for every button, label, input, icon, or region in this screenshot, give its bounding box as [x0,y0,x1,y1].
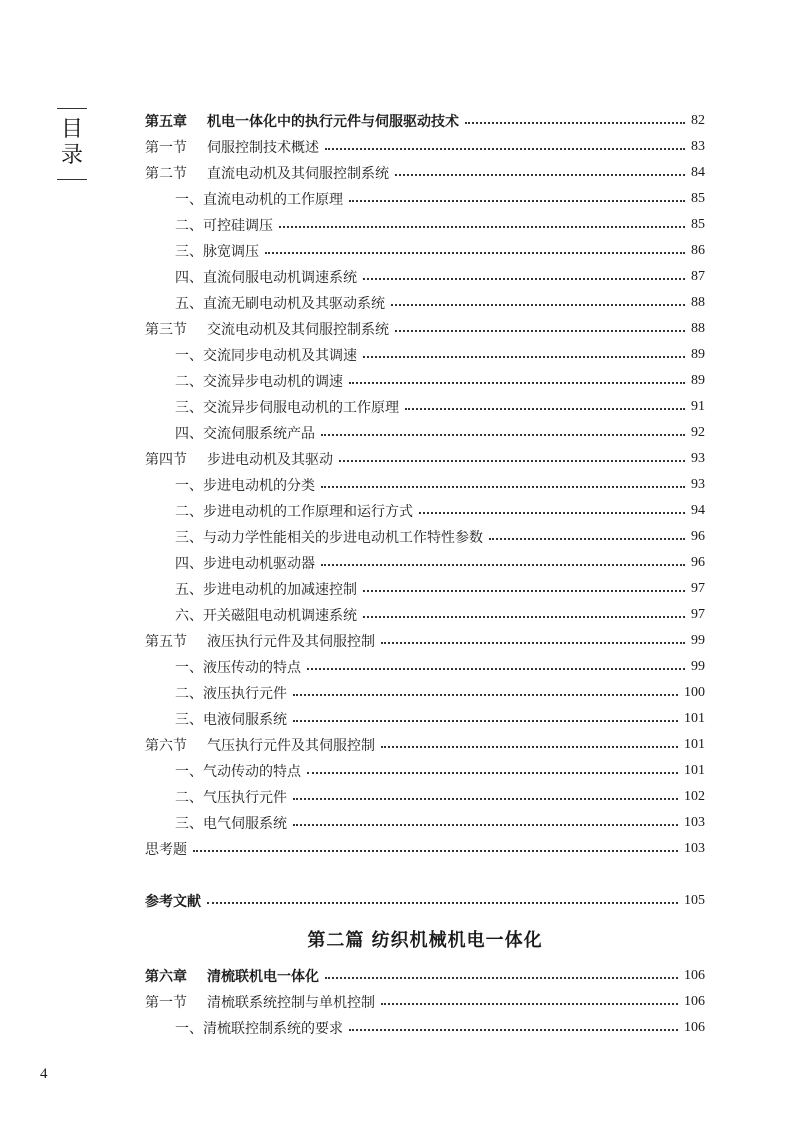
toc-dot-leader [307,772,678,774]
toc-dot-leader [321,434,685,436]
toc-entry-label [145,189,349,209]
toc-entry-label [145,267,363,287]
toc-entry-section[interactable] [145,316,705,342]
toc-entry-title: 三、交流异步伺服电动机的工作原理 [175,400,399,416]
toc-entry-title: 五、直流无刷电动机及其驱动系统 [175,296,385,312]
toc-entry-section[interactable] [145,134,705,160]
toc-entry-page: 96 [691,555,705,570]
toc-entry-page: 89 [691,347,705,362]
toc-entry-page: 88 [691,321,705,336]
toc-entry-item[interactable] [145,472,705,498]
toc-dot-leader [293,720,678,722]
toc-entry-label [145,553,321,573]
toc-entry-title: 步进电动机及其驱动 [207,452,333,468]
toc-entry-item[interactable] [145,394,705,420]
toc-dot-leader [321,564,685,566]
toc-entry-item[interactable] [145,342,705,368]
toc-entry-item[interactable] [145,368,705,394]
toc-entry-label [145,631,381,651]
toc-entry-page: 106 [684,1020,705,1035]
toc-dot-leader [321,486,685,488]
toc-entry-label [145,966,325,986]
toc-entry-page: 91 [691,399,705,414]
toc-entry-number: 第六节 [145,738,187,754]
toc-entry-number: 第三节 [145,322,187,338]
toc-entry-title: 四、交流伺服系统产品 [175,426,315,442]
toc-entry-section[interactable] [145,446,705,472]
toc-entry-title: 机电一体化中的执行元件与伺服驱动技术 [207,114,459,130]
toc-dot-leader [325,977,678,979]
toc-entry-label [145,449,339,469]
toc-entry-title: 参考文献 [145,894,201,910]
toc-entry-label [145,683,293,703]
toc-entry-page: 82 [691,113,705,128]
toc-dot-leader [363,356,685,358]
toc-dot-leader [349,382,685,384]
toc-entry-page: 103 [684,841,705,856]
toc-entry-label [145,345,363,365]
toc-entry-section[interactable] [145,836,705,862]
toc-entry-item[interactable] [145,680,705,706]
toc-entry-label [145,527,489,547]
toc-entry-title: 二、气压执行元件 [175,790,287,806]
toc-entry-section[interactable] [145,160,705,186]
toc-dot-leader [363,590,685,592]
toc-entry-title: 一、液压传动的特点 [175,660,301,676]
toc-entry-title: 一、步进电动机的分类 [175,478,315,494]
toc-dot-leader [405,408,685,410]
toc-entry-item[interactable] [145,186,705,212]
toc-dot-leader [193,850,678,852]
toc-entry-page: 86 [691,243,705,258]
toc-side-title [57,108,87,180]
toc-entry-title: 二、交流异步电动机的调速 [175,374,343,390]
toc-entry-label [145,111,465,131]
toc-entry-title: 气压执行元件及其伺服控制 [207,738,375,754]
toc-entry-chapter[interactable] [145,108,705,134]
toc-entry-label [145,137,325,157]
toc-entry-page: 92 [691,425,705,440]
toc-entry-label [145,501,419,521]
toc-entry-item[interactable] [145,810,705,836]
toc-entry-page: 99 [691,633,705,648]
toc-entry-title: 二、液压执行元件 [175,686,287,702]
toc-entry-page: 89 [691,373,705,388]
toc-entry-title: 三、脉宽调压 [175,244,259,260]
toc-dot-leader [381,746,678,748]
toc-entry-page: 85 [691,191,705,206]
toc-entry-title: 三、电气伺服系统 [175,816,287,832]
page-number: 4 [40,1066,48,1082]
toc-entry-number: 第一节 [145,140,187,156]
toc-dot-leader [293,798,678,800]
toc-entry-title: 伺服控制技术概述 [207,140,319,156]
toc-dot-leader [293,824,678,826]
toc-entry-number: 第一节 [145,995,187,1011]
toc-entry-item[interactable] [145,264,705,290]
toc-entry-page: 93 [691,451,705,466]
table-of-contents [145,108,705,914]
toc-dot-leader [279,226,685,228]
toc-dot-leader [325,148,685,150]
toc-entry-page: 85 [691,217,705,232]
toc-entry-item[interactable] [145,212,705,238]
toc-dot-leader [381,1003,678,1005]
toc-entry-item[interactable] [145,1015,705,1041]
toc-entry-page: 97 [691,581,705,596]
toc-dot-leader [489,538,685,540]
toc-dot-leader [381,642,685,644]
toc-entry-title: 清梳联机电一体化 [207,969,319,985]
toc-entry-item[interactable] [145,420,705,446]
toc-dot-leader [307,668,685,670]
toc-entry-item[interactable] [145,758,705,784]
toc-entry-label [145,293,391,313]
toc-entry-title: 二、可控硅调压 [175,218,273,234]
toc-dot-leader [391,304,685,306]
toc-entry-title: 思考题 [145,842,187,858]
toc-entry-page: 100 [684,685,705,700]
toc-entry-title: 液压执行元件及其伺服控制 [207,634,375,650]
toc-entry-section[interactable] [145,732,705,758]
toc-entry-item[interactable] [145,524,705,550]
toc-entry-number: 第二节 [145,166,187,182]
toc-entry-page: 96 [691,529,705,544]
toc-entry-label [145,992,381,1012]
toc-dot-leader [419,512,685,514]
toc-entry-page: 102 [684,789,705,804]
toc-entry-label [145,371,349,391]
toc-entry-title: 交流电动机及其伺服控制系统 [207,322,389,338]
toc-entry-number: 第五章 [145,114,187,130]
toc-entry-title: 三、电液伺服系统 [175,712,287,728]
toc-entry-title: 六、开关磁阻电动机调速系统 [175,608,357,624]
toc-entry-item[interactable] [145,654,705,680]
toc-dot-leader [395,330,685,332]
toc-entry-page: 83 [691,139,705,154]
side-title-char-2: 录 [60,143,83,168]
toc-entry-title: 三、与动力学性能相关的步进电动机工作特性参数 [175,530,483,546]
toc-entry-label [145,709,293,729]
toc-entry-label [145,215,279,235]
toc-entry-title: 五、步进电动机的加减速控制 [175,582,357,598]
toc-entry-number: 第五节 [145,634,187,650]
toc-entry-label [145,319,395,339]
toc-entry-section[interactable] [145,628,705,654]
toc-entry-title: 直流电动机及其伺服控制系统 [207,166,389,182]
side-title-char-1: 目 [60,117,83,142]
toc-entry-label [145,163,395,183]
toc-entry-page: 97 [691,607,705,622]
toc-entry-label [145,813,293,833]
toc-entry-number: 第四节 [145,452,187,468]
toc-entry-title: 清梳联系统控制与单机控制 [207,995,375,1011]
toc-dot-leader [363,278,685,280]
toc-entry-item[interactable] [145,498,705,524]
toc-entry-label [145,839,193,859]
toc-entry-page: 94 [691,503,705,518]
toc-entry-label [145,241,265,261]
toc-dot-leader [207,902,678,904]
toc-entry-title: 一、清梳联控制系统的要求 [175,1021,343,1037]
toc-entry-label [145,579,363,599]
toc-entry-chapter[interactable] [145,963,705,989]
toc-entry-page: 87 [691,269,705,284]
toc-entry-chapter[interactable] [145,888,705,914]
toc-dot-leader [349,1029,678,1031]
toc-entry-page: 99 [691,659,705,674]
toc-entry-item[interactable] [145,706,705,732]
toc-entry-page: 93 [691,477,705,492]
toc-entry-title: 四、直流伺服电动机调速系统 [175,270,357,286]
toc-entry-page: 101 [684,763,705,778]
toc-entry-item[interactable] [145,238,705,264]
toc-entry-title: 一、直流电动机的工作原理 [175,192,343,208]
toc-entry-item[interactable] [145,550,705,576]
toc-dot-leader [339,460,685,462]
toc-entry-label [145,1018,349,1038]
toc-entry-page: 103 [684,815,705,830]
toc-entry-title: 一、交流同步电动机及其调速 [175,348,357,364]
toc-entry-page: 106 [684,994,705,1009]
toc-entry-label [145,735,381,755]
toc-entry-page: 105 [684,893,705,908]
table-of-contents-part-two [145,963,705,1041]
toc-entry-label [145,397,405,417]
toc-entry-page: 101 [684,737,705,752]
toc-entry-title: 二、步进电动机的工作原理和运行方式 [175,504,413,520]
toc-entry-label [145,761,307,781]
toc-entry-page: 84 [691,165,705,180]
toc-gap [145,862,705,888]
toc-entry-page: 106 [684,968,705,983]
toc-dot-leader [363,616,685,618]
toc-entry-label [145,891,207,911]
toc-entry-label [145,787,293,807]
toc-dot-leader [395,174,685,176]
part-heading: 第二篇 纺织机械机电一体化 [307,930,543,951]
toc-dot-leader [265,252,685,254]
toc-dot-leader [349,200,685,202]
toc-entry-item[interactable] [145,784,705,810]
toc-entry-page: 101 [684,711,705,726]
toc-entry-number: 第六章 [145,969,187,985]
toc-entry-label [145,475,321,495]
toc-entry-item[interactable] [145,290,705,316]
toc-entry-title: 四、步进电动机驱动器 [175,556,315,572]
toc-entry-label [145,423,321,443]
toc-entry-item[interactable] [145,576,705,602]
toc-dot-leader [465,122,685,124]
toc-entry-label [145,657,307,677]
toc-dot-leader [293,694,678,696]
toc-entry-label [145,605,363,625]
toc-entry-item[interactable] [145,602,705,628]
toc-entry-title: 一、气动传动的特点 [175,764,301,780]
toc-entry-page: 88 [691,295,705,310]
toc-entry-section[interactable] [145,989,705,1015]
